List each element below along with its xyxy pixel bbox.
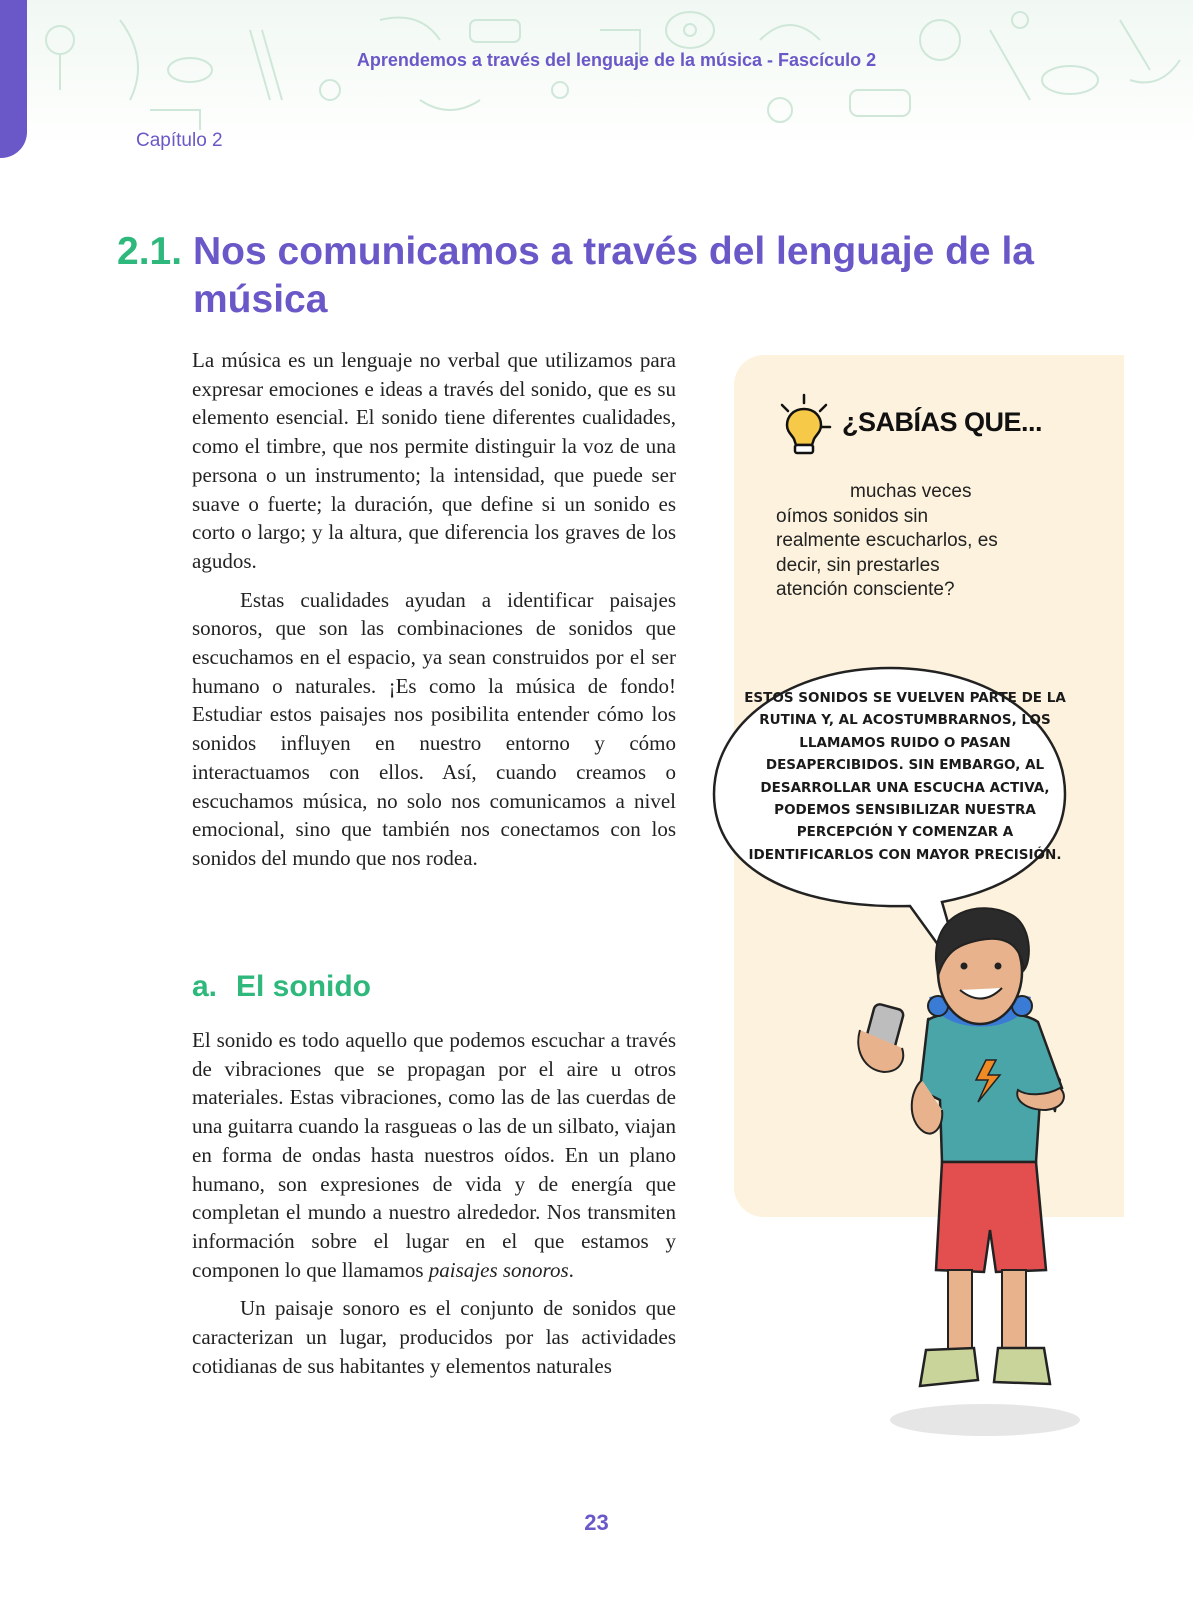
music-doodles-pattern — [0, 0, 1193, 150]
paragraph-text: El sonido es todo aquello que podemos escuchar a través de vibraciones que se propagan por el aire u otros materiales. Estas vibraciones, como las de las cuerdas de una guitarra cuando la rasgueas o las de un silbato, viajan en forma de ondas hasta nuestros oídos. En un plano humano, son expresiones de vida y de energía que completan el mundo a nuestro alrededor. Nos transmiten información sobre el lugar en el que estamos y componen lo que llamamos — [192, 1028, 676, 1282]
speech-bubble-text: ESTOS SONIDOS SE VUELVEN PARTE DE LA RUTINA Y, AL ACOSTUMBRARNOS, LOS LLAMAMOS RUIDO O PASAN DESAPERCIBIDOS. SIN EMBARGO, AL DESARROLLAR UNA ESCUCHA ACTIVA, PODEMOS SENSIBILIZAR NUESTRA PERCEPCIÓN Y COMENZAR A IDENTIFICARLOS CON MAYOR PRECISIÓN. — [744, 690, 1066, 863]
section-heading — [117, 228, 1037, 324]
paragraph: Un paisaje sonoro es el conjunto de sonidos que caracterizan un lugar, producidos por las actividades cotidianas de sus habitantes y elementos naturales — [192, 1296, 676, 1378]
box-title: ¿SABÍAS QUE... — [842, 407, 1043, 437]
chapter-tab — [0, 0, 27, 158]
running-title: Aprendemos a través del lenguaje de la música - Fascículo 2 — [356, 50, 877, 70]
section-title: Nos comunicamos a través del lenguaje de la música — [193, 230, 1034, 321]
lightbulb-icon — [774, 393, 834, 455]
section-number: 2.1. — [117, 230, 183, 273]
subsection-title: El sonido — [236, 970, 371, 1003]
paragraph: La música es un lenguaje no verbal que utilizamos para expresar emociones e ideas a través del sonido, que es su elemento esencial. El sonido tiene diferentes cualidades, como el timbre, que nos permite distinguir la voz de una persona o un instrumento; la intensidad, que puede ser suave o fuerte; la duración, que define si un sonido es corto o largo; y la altura, que diferencia los graves de los agudos. — [192, 348, 676, 573]
subsection-letter: a. — [192, 970, 218, 1003]
box-text: muchas veces oímos sonidos sin realmente escucharlos, es decir, sin prestarles atención consciente? — [776, 481, 998, 600]
subsection-heading — [192, 970, 371, 1004]
paragraph: Estas cualidades ayudan a identificar paisajes sonoros, que son las combinaciones de sonidos que escuchamos en el espacio, ya sean construidos por el ser humano o naturales. ¡Es como la música de fondo! Estudiar estos paisajes nos posibilita entender cómo los sonidos influyen en nuestro entorno y cómo interactuamos con ellos. Así, cuando creamos o escuchamos música, no solo nos comunicamos a nivel emocional, sino que también nos conectamos con los sonidos del mundo que nos rodea. — [192, 587, 676, 870]
paragraph — [192, 1026, 676, 1284]
subsection-text — [192, 1026, 676, 1380]
chapter-label: Capítulo 2 — [136, 130, 223, 151]
header-decoration — [0, 0, 1193, 150]
italic-term: paisajes sonoros — [428, 1257, 569, 1282]
boy-illustration — [850, 900, 1110, 1440]
intro-text — [192, 346, 676, 873]
paragraph-end: . — [568, 1257, 574, 1282]
page-number: 23 — [584, 1510, 609, 1535]
